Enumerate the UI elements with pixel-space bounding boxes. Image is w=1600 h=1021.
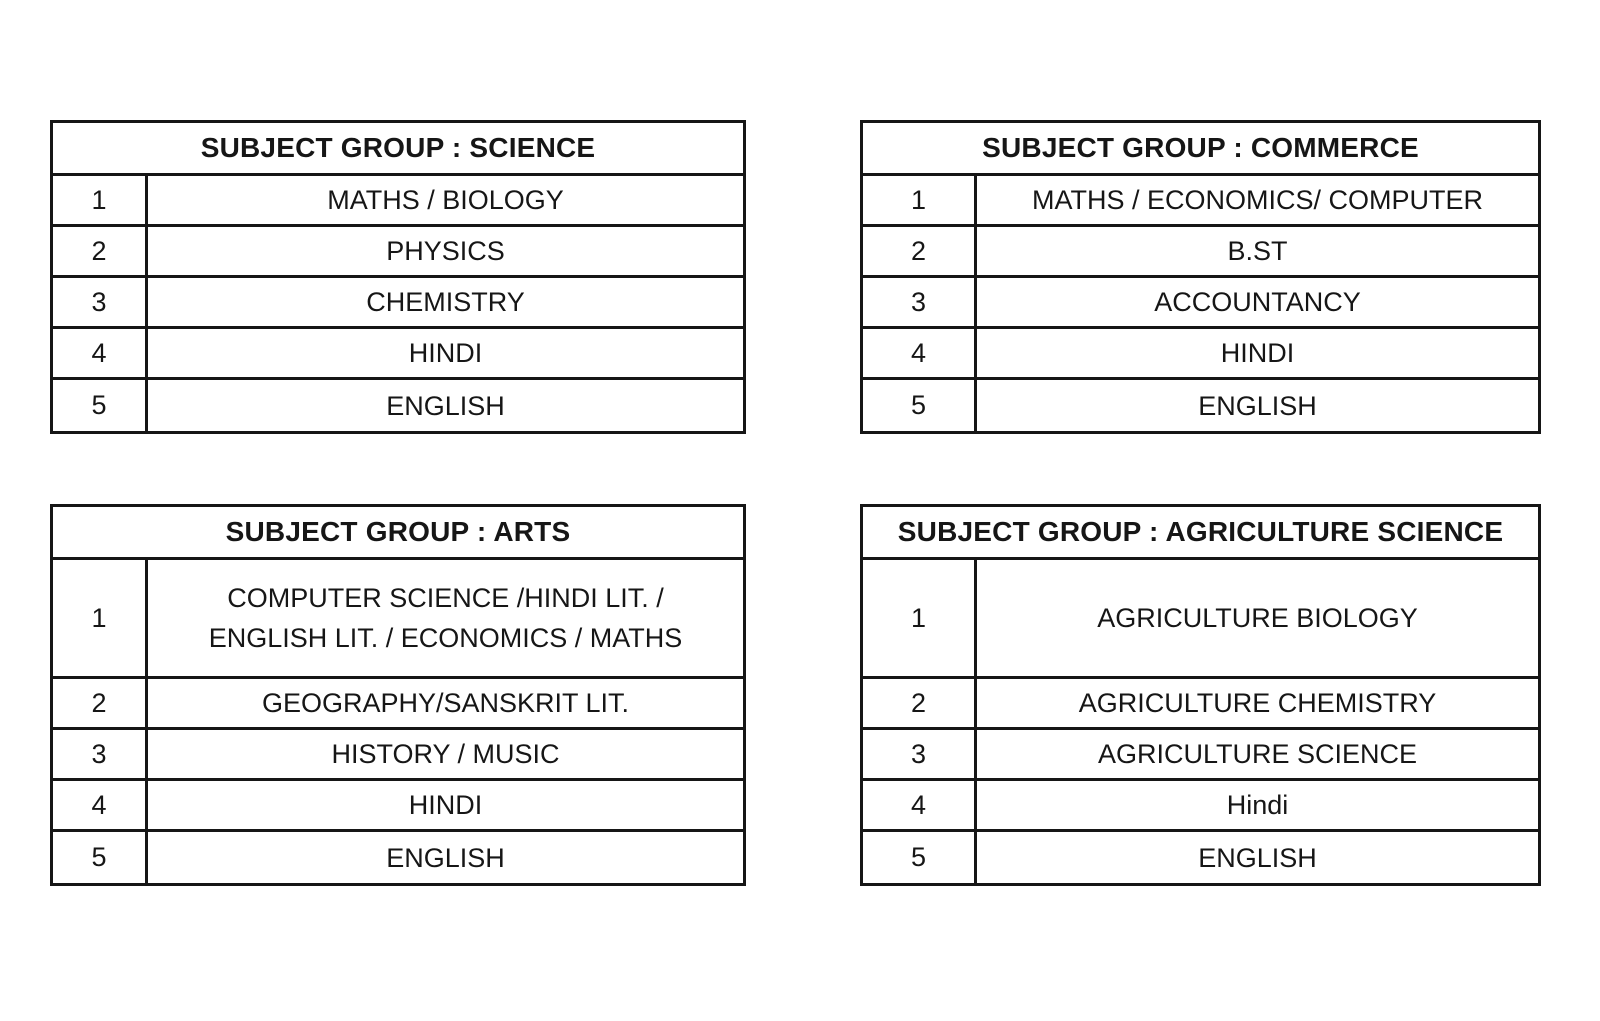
row-number: 2 (863, 227, 977, 275)
row-number: 1 (863, 560, 977, 676)
subject-group-table-arts (50, 504, 746, 886)
row-number: 1 (53, 560, 148, 676)
subject-cell: ENGLISH (1198, 842, 1317, 873)
table-row (53, 832, 743, 883)
table-row (863, 278, 1538, 329)
table-row (863, 679, 1538, 730)
subject-cell: AGRICULTURE CHEMISTRY (1078, 688, 1437, 718)
table-row (53, 227, 743, 278)
table-row (863, 781, 1538, 832)
row-number: 3 (53, 730, 148, 778)
row-number: 2 (53, 679, 148, 727)
table-row (863, 329, 1538, 380)
table-row (53, 781, 743, 832)
row-number: 5 (863, 380, 977, 431)
table-row (53, 329, 743, 380)
subject-group-table-commerce (860, 120, 1541, 434)
row-number: 2 (53, 227, 148, 275)
table-title: SUBJECT GROUP : COMMERCE (863, 123, 1538, 176)
subject-group-table-science (50, 120, 746, 434)
table-title: SUBJECT GROUP : ARTS (53, 507, 743, 560)
table-row (53, 679, 743, 730)
row-number: 2 (863, 679, 977, 727)
subject-cell: B.ST (1227, 236, 1288, 266)
subject-cell: ENGLISH (386, 390, 505, 421)
subject-cell: HINDI (408, 338, 483, 368)
row-number: 5 (863, 832, 977, 883)
subject-cell: COMPUTER SCIENCE /HINDI LIT. / ENGLISH LIT. / ECONOMICS / MATHS (208, 583, 683, 653)
table-row (863, 730, 1538, 781)
table-row (863, 176, 1538, 227)
subject-cell: GEOGRAPHY/SANSKRIT LIT. (261, 688, 630, 718)
table-row (863, 832, 1538, 883)
row-number: 4 (53, 781, 148, 829)
subject-cell: Hindi (1226, 790, 1289, 820)
table-row (53, 730, 743, 781)
row-number: 5 (53, 380, 148, 431)
table-row (53, 176, 743, 227)
subject-cell: ENGLISH (386, 842, 505, 873)
subject-cell: MATHS / ECONOMICS/ COMPUTER (1031, 185, 1483, 215)
subject-cell: PHYSICS (386, 236, 505, 266)
row-number: 4 (863, 781, 977, 829)
row-number: 3 (53, 278, 148, 326)
row-number: 5 (53, 832, 148, 883)
table-row (863, 380, 1538, 431)
subject-cell: AGRICULTURE BIOLOGY (1097, 603, 1418, 633)
subject-cell: CHEMISTRY (366, 287, 525, 317)
table-row (53, 380, 743, 431)
subject-cell: HINDI (408, 790, 483, 820)
subject-group-table-agriculture-science (860, 504, 1541, 886)
table-title: SUBJECT GROUP : SCIENCE (53, 123, 743, 176)
subject-cell: MATHS / BIOLOGY (327, 185, 564, 215)
row-number: 1 (53, 176, 148, 224)
subject-cell: HINDI (1220, 338, 1295, 368)
table-row (53, 278, 743, 329)
table-row (53, 560, 743, 679)
row-number: 4 (53, 329, 148, 377)
row-number: 3 (863, 278, 977, 326)
subject-cell: AGRICULTURE SCIENCE (1097, 739, 1418, 769)
table-row (863, 560, 1538, 679)
subject-cell: ACCOUNTANCY (1154, 287, 1361, 317)
table-row (863, 227, 1538, 278)
subject-cell: ENGLISH (1198, 390, 1317, 421)
row-number: 4 (863, 329, 977, 377)
table-title: SUBJECT GROUP : AGRICULTURE SCIENCE (863, 507, 1538, 560)
row-number: 3 (863, 730, 977, 778)
row-number: 1 (863, 176, 977, 224)
subject-cell: HISTORY / MUSIC (331, 739, 560, 769)
